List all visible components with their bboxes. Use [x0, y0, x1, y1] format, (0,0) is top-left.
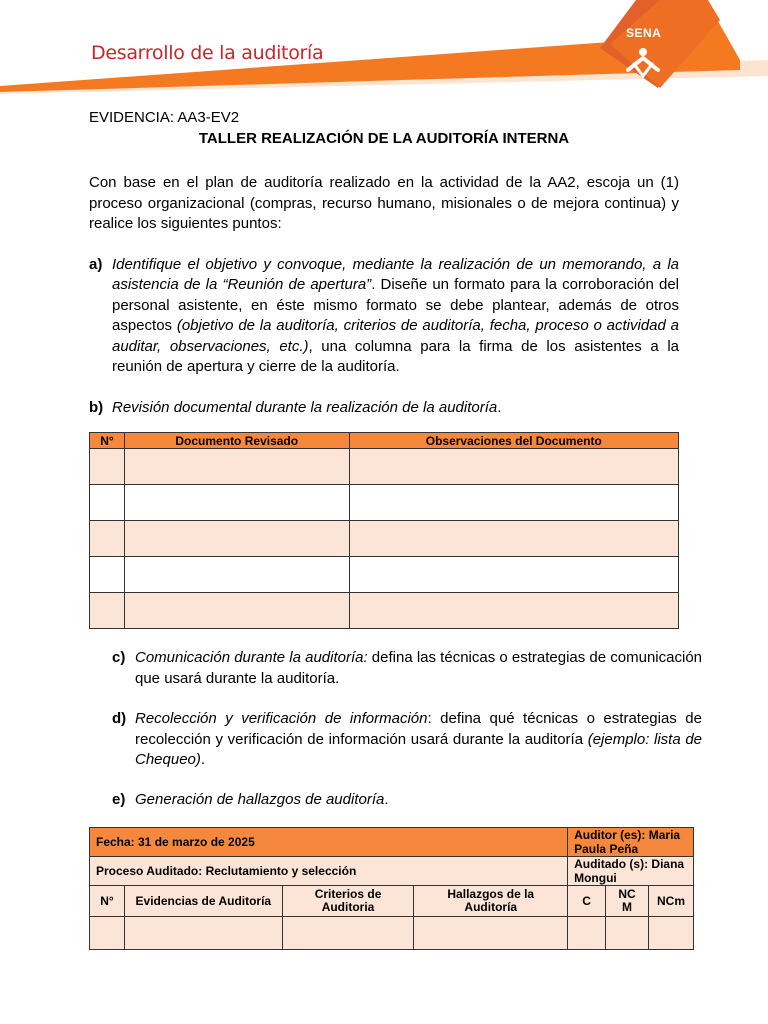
col-number: N° [90, 433, 125, 449]
item-d-label: d) [112, 710, 127, 727]
table-cell[interactable] [282, 917, 414, 950]
evidence-code: EVIDENCIA: AA3-EV2 [89, 109, 240, 126]
table-cell[interactable] [349, 557, 678, 593]
item-d [112, 709, 702, 771]
col-ncm-minor: NCm [648, 886, 693, 917]
table-cell[interactable] [349, 593, 678, 629]
item-a-italic-2: (objetivo de la auditoría, criterios de auditoría, fecha, proceso o actividad a auditar, observaciones, etc.) [112, 317, 679, 355]
audited-process: Proceso Auditado: Reclutamiento y selección [90, 857, 568, 886]
table-row [90, 521, 679, 557]
col-number: N° [90, 886, 125, 917]
table-cell[interactable] [124, 917, 282, 950]
item-b-label: b) [89, 398, 104, 416]
col-criteria-line-1: Criterios de [314, 887, 382, 901]
audited-person: Auditado (s): Diana Mongui [568, 857, 694, 886]
item-d-text-2: . [200, 751, 206, 768]
item-c [112, 648, 702, 689]
document-review-table [89, 432, 679, 629]
item-b-italic: Revisión documental durante la realización de la auditoría [112, 398, 498, 416]
findings-process-row [90, 857, 694, 886]
document-title: TALLER REALIZACIÓN DE LA AUDITORÍA INTERNA [198, 129, 570, 147]
findings-table [89, 827, 694, 950]
item-a-italic-1: Identifique el objetivo y convoque, mediante la realización de un memorando, a la asistencia de la “Reunión de apertura” [112, 255, 679, 293]
table-header-row [90, 433, 679, 449]
col-criteria-line-2: Auditoria [321, 900, 375, 914]
col-ncm-line-1: NC [618, 887, 636, 901]
col-c: C [568, 886, 606, 917]
table-row [90, 593, 679, 629]
item-e-text: . [384, 791, 389, 808]
item-e [112, 790, 702, 811]
col-document: Documento Revisado [124, 433, 349, 449]
table-cell[interactable] [90, 557, 125, 593]
table-cell[interactable] [90, 521, 125, 557]
table-cell[interactable] [90, 449, 125, 485]
table-cell[interactable] [90, 485, 125, 521]
document-body [89, 108, 679, 418]
item-b [89, 398, 679, 419]
item-a-text-1: . Diseñe un formato para la corroboración del personal asistente, en éste mismo formato se debe plantear, además de otros aspectos [112, 276, 679, 334]
table-cell[interactable] [90, 917, 125, 950]
col-evidence: Evidencias de Auditoría [124, 886, 282, 917]
item-d-text-1: : defina qué técnicas o estrategias de recolección y verificación de información usará durante la auditoría [135, 710, 702, 748]
table-cell[interactable] [124, 485, 349, 521]
table-cell[interactable] [349, 449, 678, 485]
findings-date-row [90, 828, 694, 857]
intro-paragraph: Con base en el plan de auditoría realizado en la actividad de la AA2, escoja un (1) proceso organizacional (compras, recurso humano, misionales o de mejora continua) y realice los siguientes puntos: [89, 174, 679, 232]
logo-text: SENA [626, 26, 662, 40]
table-cell[interactable] [606, 917, 649, 950]
table-row [90, 485, 679, 521]
table-row [90, 449, 679, 485]
findings-header-row [90, 886, 694, 917]
item-a-text-2: , una columna para la firma de los asistentes a la reunión de apertura y cierre de la auditoría. [112, 337, 679, 375]
col-findings-line-2: Auditoría [464, 900, 518, 914]
item-b-text: . [497, 398, 502, 416]
item-c-label: c) [112, 649, 126, 666]
table-cell[interactable] [124, 449, 349, 485]
col-findings [414, 886, 568, 917]
item-a-label: a) [89, 255, 103, 273]
col-criteria [282, 886, 414, 917]
audit-date: Fecha: 31 de marzo de 2025 [90, 828, 568, 857]
table-cell[interactable] [568, 917, 606, 950]
table-cell[interactable] [124, 557, 349, 593]
header-title: Desarrollo de la auditoría [91, 42, 324, 64]
table-cell[interactable] [124, 593, 349, 629]
col-observations: Observaciones del Documento [349, 433, 678, 449]
col-ncm-line-2: M [622, 900, 632, 914]
item-d-italic-2: (ejemplo: lista de Chequeo) [135, 730, 703, 768]
item-e-italic: Generación de hallazgos de auditoría [135, 791, 385, 808]
item-d-italic-1: Recolección y verificación de información [135, 710, 428, 727]
item-a [89, 255, 679, 378]
table-cell[interactable] [124, 521, 349, 557]
table-cell[interactable] [90, 593, 125, 629]
table-cell[interactable] [349, 521, 678, 557]
item-c-italic: Comunicación durante la auditoría: [135, 649, 368, 666]
table-cell[interactable] [414, 917, 568, 950]
table-row [90, 917, 694, 950]
item-e-label: e) [112, 791, 126, 808]
col-findings-line-1: Hallazgos de la [447, 887, 535, 901]
item-c-text: defina las técnicas o estrategias de comunicación que usará durante la auditoría. [135, 649, 702, 687]
auditor-name: Auditor (es): Maria Paula Peña [568, 828, 694, 857]
table-row [90, 557, 679, 593]
page-header [0, 0, 768, 100]
col-ncm-major [606, 886, 649, 917]
table-cell[interactable] [349, 485, 678, 521]
table-cell[interactable] [648, 917, 693, 950]
